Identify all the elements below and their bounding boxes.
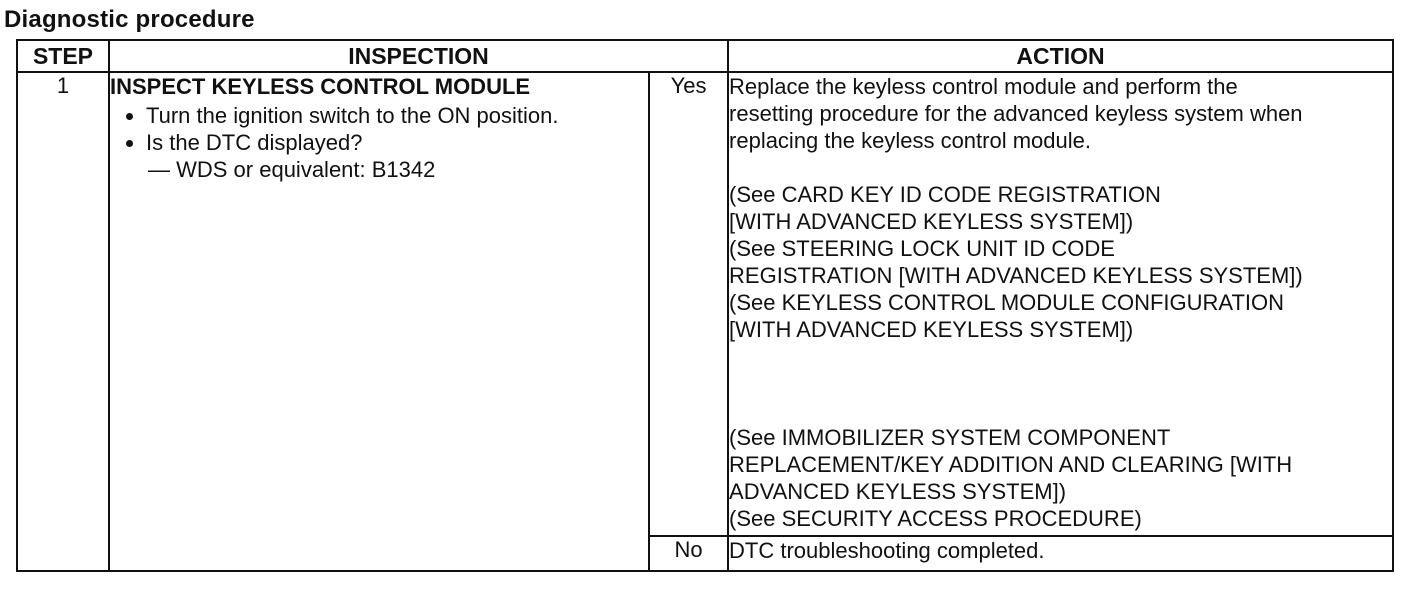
no-action-text: DTC troubleshooting completed. — [728, 536, 1393, 571]
no-label: No — [649, 536, 728, 571]
reference-line: (See IMMOBILIZER SYSTEM COMPONENT — [729, 425, 1171, 450]
yes-action-references-2 — [729, 424, 1392, 532]
inspection-bullet-list — [110, 102, 648, 156]
reference-line: (See SECURITY ACCESS PROCEDURE) — [729, 506, 1142, 531]
reference-line: ADVANCED KEYLESS SYSTEM]) — [729, 479, 1067, 504]
yes-label: Yes — [649, 72, 728, 536]
action-line: resetting procedure for the advanced keyless system when — [729, 101, 1303, 126]
reference-line: REGISTRATION [WITH ADVANCED KEYLESS SYSTEM]) — [729, 263, 1303, 288]
yes-action-references-1 — [729, 181, 1392, 343]
yes-action-cell — [728, 72, 1393, 536]
reference-line: [WITH ADVANCED KEYLESS SYSTEM]) — [729, 317, 1134, 342]
reference-line: [WITH ADVANCED KEYLESS SYSTEM]) — [729, 209, 1134, 234]
reference-line: (See KEYLESS CONTROL MODULE CONFIGURATION — [729, 290, 1284, 315]
reference-line: (See STEERING LOCK UNIT ID CODE — [729, 236, 1115, 261]
inspection-title: INSPECT KEYLESS CONTROL MODULE — [110, 74, 531, 99]
diagnostic-procedure-table — [16, 39, 1394, 572]
inspection-bullet: • Is the DTC displayed? — [146, 129, 648, 156]
action-line: Replace the keyless control module and perform the — [729, 74, 1238, 99]
header-inspection: INSPECTION — [109, 40, 728, 72]
action-line: replacing the keyless control module. — [729, 128, 1091, 153]
header-action: ACTION — [728, 40, 1393, 72]
step-number: 1 — [17, 72, 109, 571]
header-step: STEP — [17, 40, 109, 72]
table-row-yes — [17, 72, 1393, 536]
table-header-row — [17, 40, 1393, 72]
inspection-sub-item: — WDS or equivalent: B1342 — [148, 157, 436, 182]
yes-action-main — [729, 73, 1392, 154]
reference-line: REPLACEMENT/KEY ADDITION AND CLEARING [WITH — [729, 452, 1293, 477]
inspection-cell — [109, 72, 649, 571]
inspection-bullet: • Turn the ignition switch to the ON position. — [146, 102, 648, 129]
reference-line: (See CARD KEY ID CODE REGISTRATION — [729, 182, 1161, 207]
page-title: Diagnostic procedure — [4, 6, 255, 33]
